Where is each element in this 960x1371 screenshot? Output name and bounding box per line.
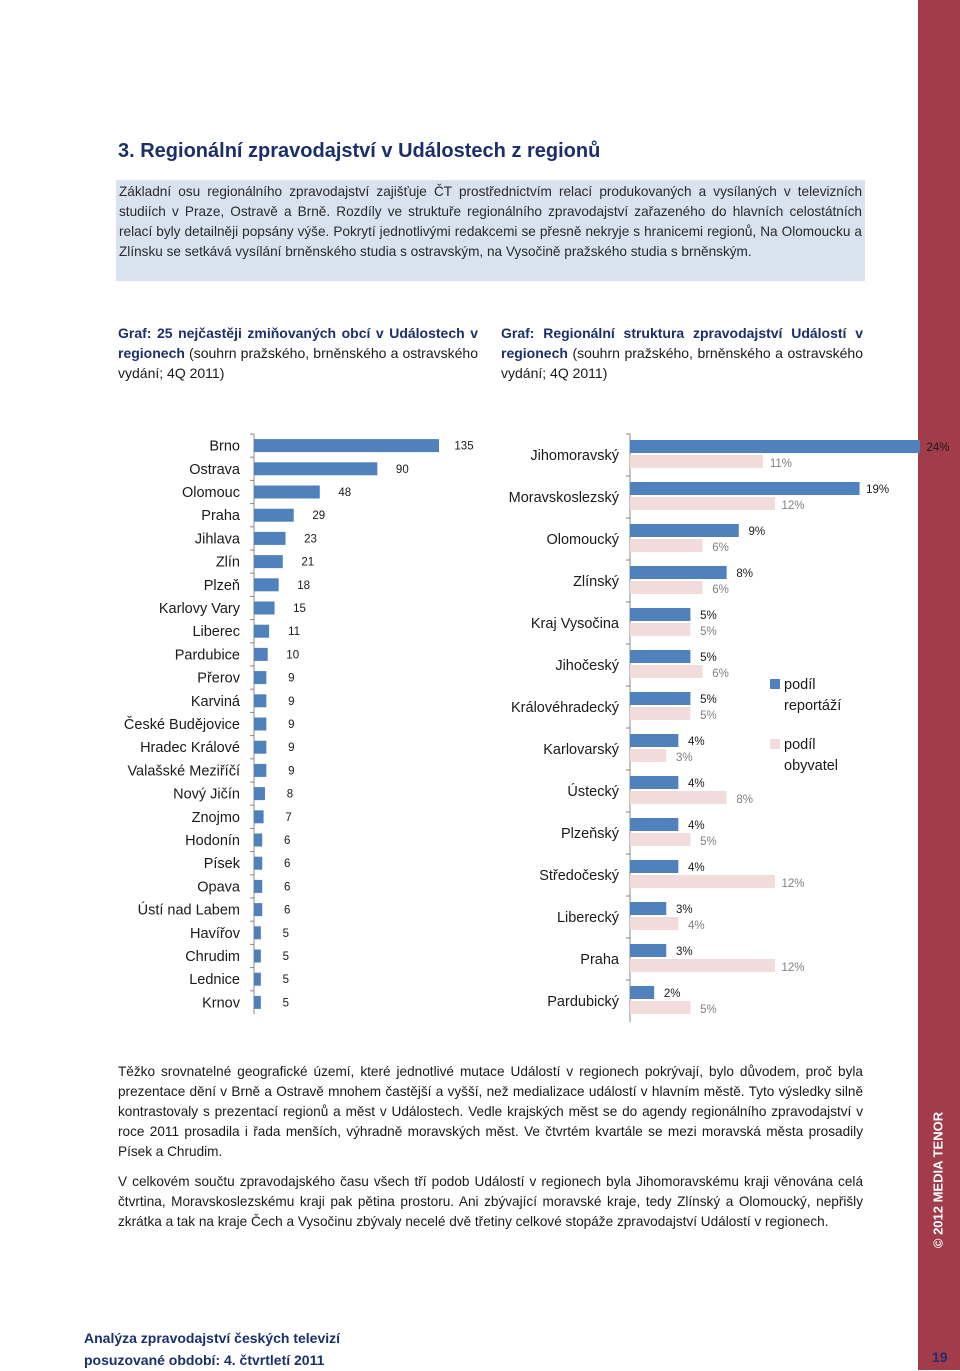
intro-text: Základní osu regionálního zpravodajství zajišťuje ČT prostřednictvím relací produkovaných a vysílaných v televizních studiích v Praze, Ostravě a Brně. Rozdíly ve struktuře regionálního zpravodajství zařazeného do hlavních celostátních relací byly detailněji popsány výše. Pokrytí jednotlivými redakcemi se přesně nekryje s hranicemi regionů, Na Olomoucku a Zlínsku se setkává vysílání brněnského studia s ostravským, na Vysočině pražského studia s brněnským. — [119, 184, 862, 259]
city-bar — [254, 509, 294, 522]
city-label: Havířov — [190, 925, 240, 942]
region-population-label: 12% — [781, 962, 805, 974]
city-bar — [254, 462, 377, 475]
city-bar — [254, 810, 264, 823]
region-bar-reports — [630, 986, 654, 999]
city-bar — [254, 764, 266, 777]
city-label: Jihlava — [194, 531, 240, 548]
region-reports-label: 19% — [866, 484, 890, 496]
city-label: Hradec Králové — [140, 740, 240, 757]
city-value-label: 18 — [297, 579, 311, 592]
region-bar-reports — [630, 566, 727, 579]
region-bar-population — [630, 539, 703, 552]
city-value-label: 8 — [286, 788, 294, 801]
left-chart-title-bold: Graf: 25 nejčastěji zmiňovaných obcí v Událostech v regionech — [118, 325, 478, 361]
region-bar-reports — [630, 650, 690, 663]
region-population-label: 12% — [781, 500, 805, 512]
footer-line-2: posuzované období: 4. čtvrtletí 2011 — [84, 1352, 325, 1368]
right-chart-title-rest: (souhrn pražského, brněnského a ostravského vydání; 4Q 2011) — [501, 345, 863, 381]
city-value-label: 5 — [282, 951, 290, 963]
city-value-label: 5 — [282, 974, 290, 987]
region-bar-population — [630, 665, 703, 678]
region-label: Jihomoravský — [530, 448, 619, 464]
city-bar — [254, 694, 266, 707]
city-label: Lednice — [189, 972, 240, 989]
region-population-label: 6% — [712, 542, 729, 554]
right-chart-title-bold: Graf: Regionální struktura zpravodajství Událostí v regionech — [501, 325, 863, 361]
city-label: Liberec — [192, 624, 240, 641]
city-label: Znojmo — [191, 809, 240, 826]
city-bar — [254, 718, 266, 731]
city-value-label: 23 — [304, 533, 317, 546]
footer-line-1: Analýza zpravodajství českých televizí — [84, 1330, 341, 1346]
city-bar — [254, 903, 262, 916]
region-reports-label: 5% — [700, 694, 717, 706]
region-population-label: 4% — [688, 920, 705, 932]
region-bar-population — [630, 455, 763, 468]
region-bar-reports — [630, 818, 678, 831]
paragraph-1: Těžko srovnatelné geografické území, které jednotlivé mutace Událostí v regionech pokrývají, bylo důvodem, proč byla prezentace dění v Brně a Ostravě mnohem častější a vyšší, než medializace událostí v hlavním městě. Tyto výsledky silně kontrastovaly s prezentací regionů a měst v Událostech. Vedle krajských měst se do agendy regionálního zpravodajství v roce 2011 prosadila i řada menších, výhradně moravských měst. Ve čtvrtém kvartále se mezi moravská města prosadily Písek a Chrudim. — [118, 1064, 863, 1159]
city-bar — [254, 741, 266, 754]
region-bar-population — [630, 875, 775, 888]
city-value-label: 9 — [288, 765, 295, 778]
city-bar — [254, 532, 286, 545]
intro-box — [116, 180, 865, 281]
region-reports-label: 3% — [675, 946, 693, 958]
city-label: Karlovy Vary — [158, 601, 240, 617]
city-value-label: 6 — [284, 858, 291, 871]
region-population-label: 6% — [712, 584, 729, 596]
city-value-label: 5 — [282, 997, 290, 1010]
city-value-label: 135 — [454, 440, 474, 453]
regions-bar-chart — [495, 430, 950, 1025]
region-bar-reports — [630, 524, 739, 537]
city-bar — [254, 439, 439, 452]
city-value-label: 9 — [288, 695, 295, 708]
region-population-label: 8% — [736, 794, 753, 806]
region-population-label: 5% — [700, 1004, 717, 1016]
region-bar-reports — [630, 776, 678, 789]
city-value-label: 11 — [288, 626, 301, 639]
city-value-label: 48 — [338, 487, 352, 499]
city-value-label: 90 — [395, 463, 409, 476]
region-population-label: 11% — [769, 458, 793, 470]
city-value-label: 21 — [301, 556, 315, 569]
legend-swatch-population — [770, 739, 780, 749]
region-bar-population — [630, 1001, 690, 1014]
region-bar-population — [630, 959, 775, 972]
region-bar-reports — [630, 944, 666, 957]
region-label: Plzeňský — [560, 826, 619, 842]
region-label: Jihočeský — [555, 658, 619, 674]
copyright-label: © 2012 MEDIA TENOR — [930, 1111, 946, 1249]
region-label: Liberecký — [556, 910, 619, 926]
region-population-label: 12% — [781, 878, 805, 890]
region-reports-label: 4% — [688, 862, 705, 874]
region-bar-population — [630, 791, 727, 804]
region-reports-label: 9% — [748, 526, 766, 538]
city-label: Krnov — [202, 995, 240, 1012]
city-label: Chrudim — [185, 949, 240, 965]
left-chart-title — [118, 323, 478, 383]
region-reports-label: 5% — [700, 610, 717, 622]
left-chart-title-rest: (souhrn pražského, brněnského a ostravského vydání; 4Q 2011) — [118, 345, 478, 381]
city-bar — [254, 834, 262, 847]
city-label: Přerov — [197, 670, 240, 687]
region-reports-label: 5% — [700, 652, 717, 664]
legend-label-line1: podíl — [784, 737, 816, 753]
city-bar — [254, 787, 265, 800]
city-label: Olomouc — [181, 485, 240, 501]
city-label: Valašské Meziříčí — [127, 763, 240, 780]
region-label: Karlovarský — [543, 742, 619, 758]
legend-swatch-reports — [770, 679, 780, 689]
city-value-label: 9 — [288, 742, 295, 755]
city-value-label: 6 — [284, 835, 291, 847]
section-title: 3. Regionální zpravodajství v Událostech z regionů — [118, 140, 601, 162]
city-label: Brno — [209, 438, 240, 455]
legend-label-line1: podíl — [784, 677, 816, 693]
region-label: Moravskoslezský — [508, 490, 619, 506]
city-label: Praha — [201, 508, 240, 525]
city-value-label: 9 — [288, 672, 295, 685]
region-reports-label: 4% — [688, 820, 705, 832]
region-bar-reports — [630, 902, 666, 915]
region-population-label: 5% — [700, 710, 717, 722]
city-label: Pardubice — [174, 647, 240, 664]
region-reports-label: 3% — [675, 904, 693, 916]
region-reports-label: 2% — [663, 988, 681, 1000]
city-bar — [254, 671, 266, 684]
region-bar-population — [630, 749, 666, 762]
city-value-label: 10 — [286, 649, 300, 662]
city-bar — [254, 555, 283, 568]
city-bar — [254, 857, 262, 870]
region-population-label: 6% — [712, 668, 729, 680]
city-value-label: 6 — [284, 904, 291, 917]
city-bar — [254, 486, 320, 499]
city-bar — [254, 926, 261, 939]
region-bar-reports — [630, 482, 860, 495]
city-label: Nový Jičín — [173, 786, 240, 803]
region-label: Zlínský — [573, 574, 619, 590]
city-bar — [254, 950, 261, 963]
region-bar-population — [630, 623, 690, 636]
city-label: Ostrava — [189, 461, 240, 478]
city-bar — [254, 602, 275, 615]
footer — [84, 1327, 340, 1371]
region-bar-reports — [630, 734, 678, 747]
city-bar — [254, 973, 261, 986]
region-bar-population — [630, 581, 703, 594]
city-label: Zlín — [215, 554, 240, 571]
region-label: Olomoucký — [546, 532, 619, 548]
region-reports-label: 4% — [688, 778, 705, 790]
city-value-label: 29 — [312, 510, 326, 523]
legend-label-line2: reportáží — [784, 698, 842, 714]
city-label: Opava — [197, 879, 240, 896]
city-bar — [254, 648, 268, 661]
city-bar — [254, 625, 269, 638]
region-bar-reports — [630, 860, 678, 873]
region-population-label: 5% — [700, 836, 717, 848]
region-reports-label: 24% — [926, 442, 950, 454]
city-value-label: 6 — [284, 881, 291, 894]
region-label: Pardubický — [547, 994, 619, 1010]
city-label: Hodonín — [185, 833, 240, 849]
city-value-label: 9 — [288, 719, 295, 731]
city-bar — [254, 578, 279, 591]
region-bar-population — [630, 917, 678, 930]
region-bar-reports — [630, 440, 920, 453]
region-label: Středočeský — [539, 868, 619, 884]
city-bar — [254, 996, 261, 1009]
legend-label-line2: obyvatel — [784, 758, 839, 774]
city-label: Ústí nad Labem — [137, 902, 240, 919]
city-bar — [254, 880, 262, 893]
region-population-label: 3% — [675, 752, 693, 764]
region-reports-label: 4% — [688, 736, 705, 748]
region-bar-population — [630, 497, 775, 510]
region-label: Královéhradecký — [511, 700, 619, 716]
region-label: Ústecký — [567, 784, 619, 800]
region-bar-reports — [630, 608, 690, 621]
region-bar-population — [630, 833, 690, 846]
city-label: České Budějovice — [123, 717, 240, 733]
region-label: Praha — [580, 952, 619, 968]
city-value-label: 15 — [293, 603, 306, 615]
page-number: 19 — [932, 1349, 948, 1365]
city-label: Písek — [203, 856, 240, 873]
region-bar-reports — [630, 692, 690, 705]
city-label: Plzeň — [203, 577, 240, 594]
region-reports-label: 8% — [736, 568, 753, 580]
cities-bar-chart — [100, 430, 490, 1025]
region-population-label: 5% — [700, 626, 717, 638]
paragraph-2: V celkovém součtu zpravodajského času všech tří podob Událostí v regionech byla Jihomoravskému kraji věnována celá čtvrtina, Moravskoslezskému kraji pak pětina prostoru. Ani zbývající moravské kraje, tedy Zlínský a Olomoucký, nepřišly zkrátka a tak na kraje Čech a Vysočinu zbývaly necelé dvě třetiny celkové stopáže zpravodajství Událostí v regionech. — [118, 1174, 863, 1229]
region-bar-population — [630, 707, 690, 720]
city-value-label: 5 — [282, 927, 290, 940]
city-label: Karviná — [190, 693, 240, 710]
city-value-label: 7 — [285, 811, 292, 824]
right-chart-title — [501, 323, 863, 383]
region-label: Kraj Vysočina — [530, 616, 619, 632]
